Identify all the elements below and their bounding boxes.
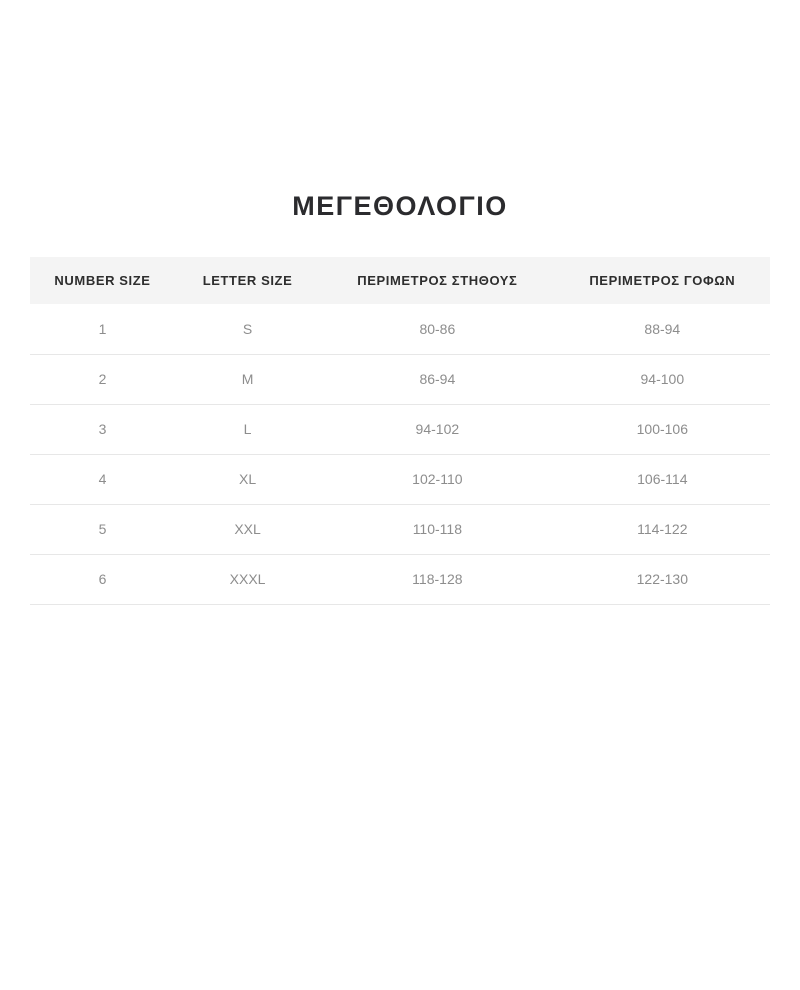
table-cell: 106-114: [637, 471, 688, 487]
size-table-body: [30, 304, 770, 604]
table-cell: 94-100: [640, 371, 685, 387]
table-cell: 1: [98, 320, 107, 337]
table-row: [30, 304, 770, 354]
table-cell: 86-94: [419, 371, 456, 387]
table-cell: 5: [98, 521, 107, 537]
header-number-size: NUMBER SIZE: [30, 257, 175, 304]
table-cell: 3: [98, 421, 107, 437]
table-row: [30, 554, 770, 604]
size-table-header: [30, 257, 770, 304]
size-table: [30, 257, 770, 605]
size-table-container: [30, 257, 770, 605]
table-cell: 94-102: [415, 421, 460, 437]
header-row: [30, 257, 770, 304]
table-cell: XXXL: [229, 571, 266, 587]
table-cell: 2: [98, 371, 107, 387]
table-cell: L: [243, 421, 252, 437]
table-cell: M: [241, 371, 254, 387]
header-letter-size: LETTER SIZE: [175, 257, 320, 304]
table-cell: 6: [98, 571, 107, 587]
table-cell: 88-94: [644, 320, 681, 337]
table-cell: 118-128: [412, 571, 463, 587]
table-cell: XL: [238, 471, 257, 487]
table-row: [30, 354, 770, 404]
table-cell: 110-118: [412, 521, 462, 537]
table-cell: 114-122: [637, 521, 688, 537]
table-cell: 122-130: [636, 571, 689, 587]
header-chest-circumference: ΠΕΡΙΜΕΤΡΟΣ ΣΤΗΘΟΥΣ: [320, 257, 555, 304]
table-cell: 80-86: [419, 320, 456, 337]
header-hip-circumference: ΠΕΡΙΜΕΤΡΟΣ ΓΟΦΩΝ: [555, 257, 770, 304]
table-row: [30, 404, 770, 454]
size-guide-page: [0, 190, 800, 990]
page-title: ΜΕΓΕΘΟΛΟΓΙΟ: [292, 191, 508, 221]
table-cell: 4: [98, 471, 107, 487]
table-cell: XXL: [234, 521, 261, 537]
table-cell: S: [242, 320, 253, 337]
table-row: [30, 454, 770, 504]
table-cell: 102-110: [412, 471, 463, 487]
table-cell: 100-106: [636, 421, 689, 437]
table-row: [30, 504, 770, 554]
